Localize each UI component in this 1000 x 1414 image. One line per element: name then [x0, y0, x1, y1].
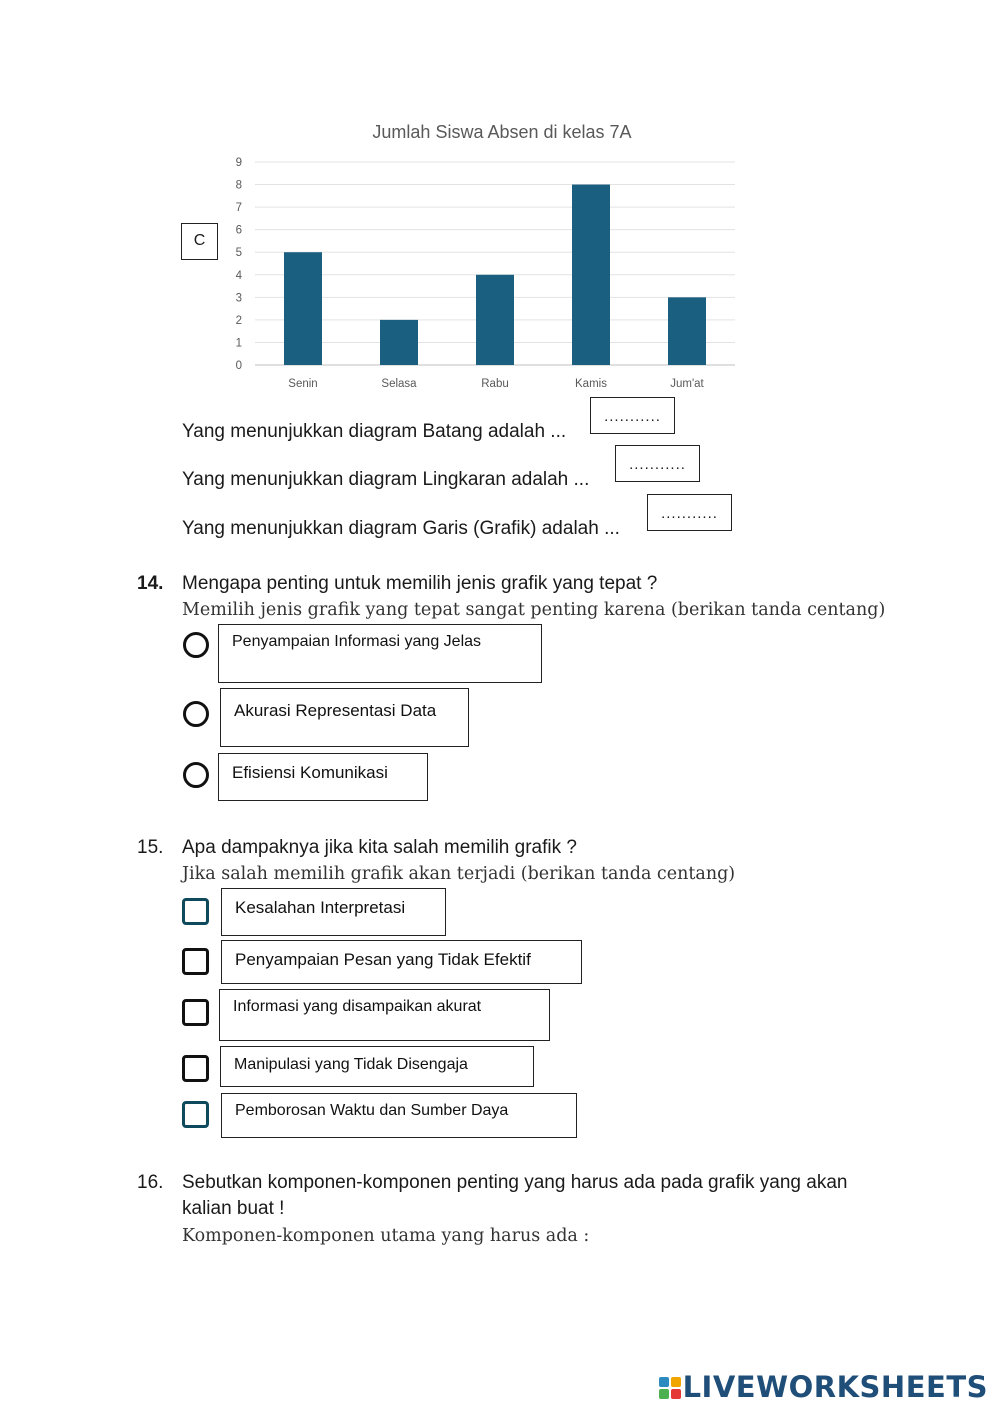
y-tick-label: 8 [235, 179, 242, 192]
bar-jumat [668, 297, 706, 365]
chart-option-c-box [181, 223, 218, 260]
y-tick-label: 3 [235, 292, 242, 305]
q14-radio-2[interactable] [183, 701, 209, 727]
q15-option-1: Kesalahan Interpretasi [221, 888, 446, 936]
q14-number: 14. [137, 573, 164, 594]
q15-checkbox-4[interactable] [182, 1055, 209, 1082]
q15-checkbox-3[interactable] [182, 999, 209, 1026]
x-tick-label: Kamis [575, 378, 607, 390]
x-tick-label: Rabu [481, 378, 509, 390]
q16-question-line1: Sebutkan komponen-komponen penting yang harus ada pada grafik yang akan [182, 1172, 848, 1193]
q15-number: 15. [137, 837, 164, 858]
q14-instruction: Memilih jenis grafik yang tepat sangat penting karena (berikan tanda centang) [182, 600, 886, 620]
brand-name: LIVEWORKSHEETS [682, 1370, 988, 1404]
y-tick-label: 6 [235, 224, 242, 237]
y-tick-label: 1 [235, 337, 242, 350]
x-tick-label: Selasa [381, 378, 417, 390]
q15-question: Apa dampaknya jika kita salah memilih grafik ? [182, 837, 577, 858]
bar-rabu [476, 275, 514, 365]
y-tick-label: 2 [235, 314, 242, 327]
bar-selasa [380, 320, 418, 365]
q14-question: Mengapa penting untuk memilih jenis grafik yang tepat ? [182, 573, 658, 594]
q14-option-2: Akurasi Representasi Data [220, 688, 469, 747]
q15-option-3: Informasi yang disampaikan akurat [219, 989, 550, 1041]
bar-kamis [572, 185, 610, 365]
q14-option-1: Penyampaian Informasi yang Jelas [218, 624, 542, 683]
q15-option-5: Pemborosan Waktu dan Sumber Daya [221, 1093, 577, 1138]
q15-instruction: Jika salah memilih grafik akan terjadi (berikan tanda centang) [182, 864, 736, 884]
q16-instruction: Komponen-komponen utama yang harus ada : [182, 1226, 590, 1246]
y-tick-label: 4 [235, 269, 242, 282]
x-tick-label: Senin [288, 378, 318, 390]
q15-option-2: Penyampaian Pesan yang Tidak Efektif [221, 940, 582, 984]
answer-pie-diagram[interactable]: ........... [615, 445, 700, 482]
bar-chart [200, 110, 760, 400]
y-tick-label: 0 [235, 360, 242, 372]
answer-bar-diagram[interactable]: ........... [590, 397, 675, 434]
x-tick-label: Jum'at [670, 378, 704, 390]
answer-line-diagram[interactable]: ........... [647, 494, 732, 531]
liveworksheets-logo-icon [659, 1372, 681, 1394]
q15-option-4: Manipulasi yang Tidak Disengaja [220, 1046, 534, 1087]
q15-checkbox-2[interactable] [182, 948, 209, 975]
chart-option-label: C [193, 232, 206, 249]
q14-option-3: Efisiensi Komunikasi [218, 753, 428, 801]
q14-radio-3[interactable] [183, 762, 209, 788]
y-tick-label: 7 [235, 202, 242, 215]
q16-number: 16. [137, 1172, 164, 1193]
liveworksheets-logo [659, 1370, 988, 1404]
prompt-line-diagram: Yang menunjukkan diagram Garis (Grafik) adalah ... [182, 518, 620, 539]
chart-title: Jumlah Siswa Absen di kelas 7A [372, 122, 632, 142]
q14-radio-1[interactable] [183, 632, 209, 658]
bar-senin [284, 252, 322, 365]
prompt-bar-diagram: Yang menunjukkan diagram Batang adalah ... [182, 421, 567, 442]
q16-question-line2: kalian buat ! [182, 1198, 285, 1219]
y-tick-label: 5 [235, 247, 242, 260]
prompt-pie-diagram: Yang menunjukkan diagram Lingkaran adalah ... [182, 469, 590, 490]
y-tick-label: 9 [235, 157, 242, 169]
q15-checkbox-1[interactable] [182, 898, 209, 925]
q15-checkbox-5[interactable] [182, 1101, 209, 1128]
